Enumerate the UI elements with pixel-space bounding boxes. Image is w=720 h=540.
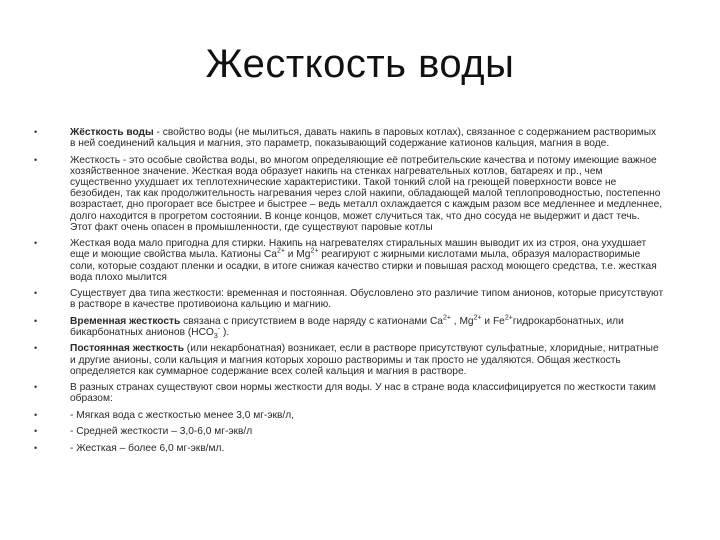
bullet-icon: • bbox=[34, 382, 38, 393]
list-item bbox=[34, 288, 664, 310]
paragraph-text: (или некарбонатная) возникает, если в растворе присутствуют сульфатные, хлоридные, нитратные и другие анионы, соли кальция и магния которых хорошо растворимы и так просто не удаляются. Общая жесткость определяется как суммарное содержание всех солей кальция и магния в растворе. bbox=[70, 343, 659, 377]
list-item bbox=[34, 314, 664, 341]
bullet-icon: • bbox=[34, 288, 38, 299]
paragraph-text: гидрокарбонатных, или бикарбонатных анионов (HCO bbox=[70, 315, 624, 338]
bullet-icon: • bbox=[34, 315, 38, 326]
bullet-icon: • bbox=[34, 442, 38, 453]
bullet-icon: • bbox=[34, 409, 38, 420]
paragraph-text: , Mg bbox=[450, 315, 474, 327]
bullet-icon: • bbox=[34, 154, 38, 165]
page-title: Жесткость воды bbox=[205, 42, 515, 86]
paragraph-text: и Mg bbox=[284, 249, 311, 261]
list-item bbox=[34, 155, 664, 233]
paragraph-text: и Fe bbox=[481, 315, 505, 327]
list-item bbox=[34, 426, 664, 437]
paragraph-text: В разных странах существуют свои нормы жесткости для воды. У нас в стране вода классифицируется по жесткости таким образом: bbox=[70, 382, 656, 405]
charge-superscript: 2+ bbox=[473, 314, 482, 322]
paragraph-text: связана с присутствием в воде наряду с катионами Ca bbox=[180, 315, 443, 327]
bullet-list bbox=[34, 127, 664, 459]
paragraph-text: Жесткость - это особые свойства воды, во многом определяющие её потребительские качества и потому имеющие важное хозяйственное значение. Жесткая вода образует накипь на стенках нагревательных котлов, батареях и пр., чем существенно ухудшает их теплотехнические характеристики. Такой тонкий слой на греющей поверхности вовсе не безобиден, так как продолжительность нагревания через слой накипи, обладающей малой теплопроводностью, постепенно возрастает, дно прогорает все быстрее и быстрее – ведь металл охлаждается с каждым разом все медленнее и медленнее, долго находится в прогретом состоянии. В конце концов, может случиться так, что дно сосуда не выдержит и даст течь. Этот факт очень опасен в промышленности, где существуют паровые котлы bbox=[70, 154, 663, 233]
paragraph-text: Жесткая вода мало пригодна для стирки. Накипь на нагревателях стиральных машин выводит их из строя, она ухудшает еще и моющие свойства мыла. Катионы Ca bbox=[70, 238, 647, 261]
term-permanent-hardness: Постоянная жесткость bbox=[70, 343, 184, 355]
list-item bbox=[34, 127, 664, 149]
bullet-icon: • bbox=[34, 238, 38, 249]
classification-hard: - Жесткая – более 6,0 мг-экв/мл. bbox=[70, 442, 225, 454]
term-hardness: Жёсткость воды bbox=[70, 127, 154, 138]
bullet-icon: • bbox=[34, 343, 38, 354]
classification-soft: - Мягкая вода с жесткостью менее 3,0 мг-экв/л, bbox=[70, 409, 294, 421]
formula-subscript: 3 bbox=[213, 333, 218, 341]
list-item bbox=[34, 410, 664, 421]
list-item bbox=[34, 343, 664, 377]
bullet-icon: • bbox=[34, 127, 38, 137]
term-temporary-hardness: Временная жесткость bbox=[70, 315, 181, 327]
classification-medium: - Средней жесткости – 3,0-6,0 мг-экв/л bbox=[70, 426, 253, 438]
list-item bbox=[34, 382, 664, 404]
charge-superscript: 2+ bbox=[442, 314, 451, 322]
charge-superscript: 2+ bbox=[276, 248, 285, 256]
paragraph-text: реагируют с жирными кислотами мыла, образуя малорастворимые соли, которые создают пленки и осадки, в итоге снижая качество стирки и повышая расход моющего средства, т.е. жесткая вода плохо мылится bbox=[70, 249, 657, 283]
charge-superscript: 2+ bbox=[504, 314, 513, 322]
paragraph-text: Существует два типа жесткости: временная и постоянная. Обусловлено это различие типом анионов, которые присутствуют в растворе в качестве противоиона кальцию и магнию. bbox=[70, 288, 664, 311]
list-item bbox=[34, 443, 664, 454]
paragraph-text: ). bbox=[220, 327, 230, 338]
bullet-icon: • bbox=[34, 426, 38, 437]
charge-superscript: 2+ bbox=[310, 248, 319, 256]
list-item bbox=[34, 238, 664, 283]
definition-text: - свойство воды (не мылиться, давать накипь в паровых котлах), связанное с содержанием растворимых в ней соединений кальция и магния, это параметр, показывающий содержание катионов кальция, магния в воде. bbox=[70, 127, 657, 150]
charge-superscript: - bbox=[217, 325, 221, 333]
